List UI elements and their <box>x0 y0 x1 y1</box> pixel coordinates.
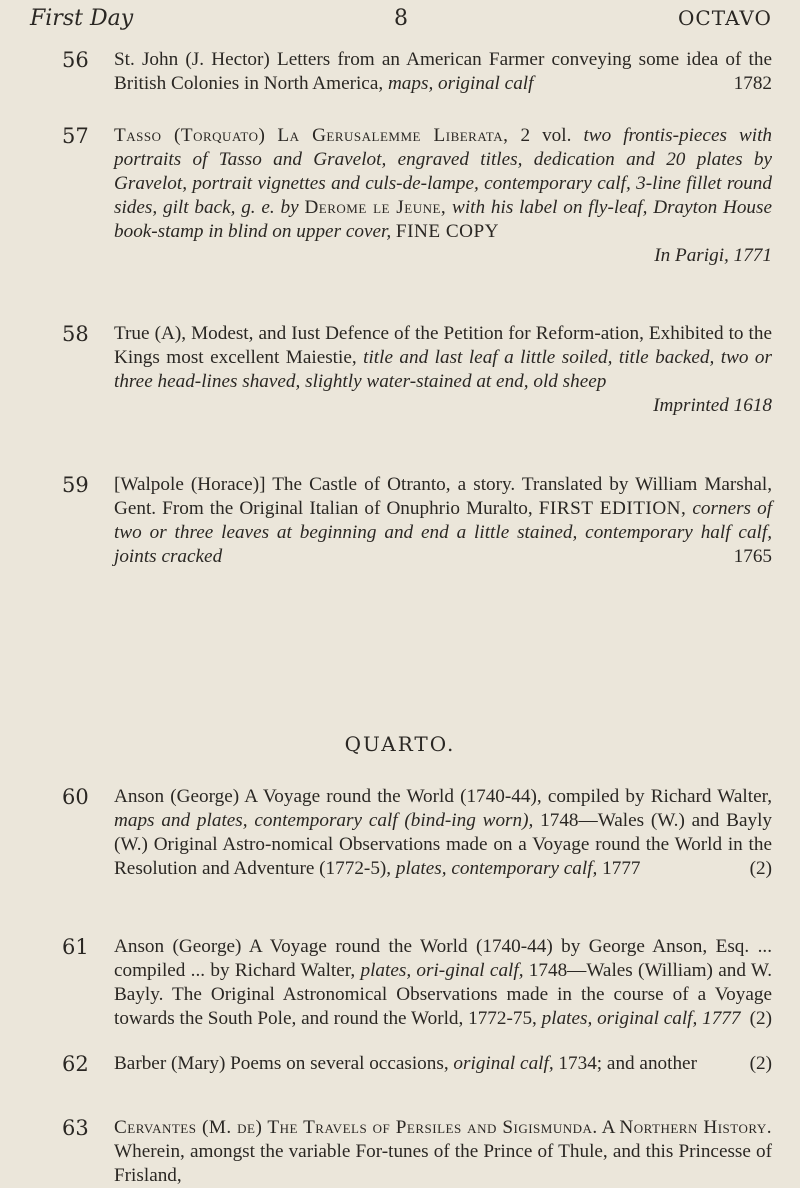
lot-number: 63 <box>62 1116 89 1140</box>
lot-number: 56 <box>62 48 89 72</box>
running-head: First Day <box>30 6 134 31</box>
lot-date: 1777 <box>702 1008 741 1029</box>
lot-description: Cervantes (M. de) The Travels of Persiles and Sigismunda. A Northern History. Wherein, amongst the variable For-tunes of the Prince of Thule, and this Princesse of Frisland, <box>114 1117 772 1186</box>
lot-imprint: In Parigi, 1771 <box>654 245 772 266</box>
lot-description: Anson (George) A Voyage round the World (1740-44), compiled by Richard Walter, maps and plates, contemporary calf (bind-ing worn), 1748—Wales (W.) and Bayly (W.) Original Astro-nomical Observations made on a Voyage round the World in the Resolution and Adventure (1772-5), plates, contemporary calf, 1777 (2) <box>114 786 773 879</box>
page-number: 8 <box>394 6 408 31</box>
lot-date: 1765 <box>733 546 772 567</box>
lot-count: (2) <box>749 858 772 879</box>
lot-description: True (A), Modest, and Iust Defence of the Petition for Reform-ation, Exhibited to the Kings most excellent Maiestie, title and last leaf a little soiled, title backed, two or three head-lines shaved, slightly water-stained at end, old sheep Imprinted 1618 <box>114 323 772 416</box>
lot-description: Tasso (Torquato) La Gerusalemme Liberata, 2 vol. two frontis-pieces with portraits of Tasso and Gravelot, engraved titles, dedication and 20 plates by Gravelot, portrait vignettes and culs-de-lampe, contemporary calf, 3-line fillet round sides, gilt back, g. e. by Derome le Jeune, with his label on fly-leaf, Drayton House book-stamp in blind on upper cover, FINE COPY In Parigi, 1771 <box>114 125 773 266</box>
lot-number: 62 <box>62 1052 89 1076</box>
lot-description: St. John (J. Hector) Letters from an American Farmer conveying some idea of the British Colonies in North America, maps, original calf 1782 <box>114 49 772 94</box>
section-heading: QUARTO. <box>344 732 456 756</box>
lot-count: (2) <box>749 1008 772 1029</box>
lot-number: 60 <box>62 785 89 809</box>
section-title: OCTAVO <box>678 6 772 30</box>
lot-date: 1782 <box>733 73 772 94</box>
lot-description: [Walpole (Horace)] The Castle of Otranto, a story. Translated by William Marshal, Gent. From the Original Italian of Onuphrio Muralto, FIRST EDITION, corners of two or three leaves at beginning and end a little stained, contemporary half calf, joints cracked 1765 <box>114 474 773 567</box>
lot-date: 1777 <box>602 858 641 879</box>
lot-number: 57 <box>62 124 89 148</box>
lot-description: Barber (Mary) Poems on several occasions, original calf, 1734; and another (2) <box>114 1053 772 1074</box>
page-header <box>0 0 800 34</box>
lot-number: 59 <box>62 473 89 497</box>
lot-description: Anson (George) A Voyage round the World (1740-44) by George Anson, Esq. ... compiled ... by Richard Walter, plates, ori-ginal calf, 1748—Wales (William) and W. Bayly. The Original Astronomical Observations made in the course of a Voyage towards the South Pole, and round the World, 1772-75, plates, original calf, 1777 (2) <box>114 936 773 1029</box>
lot-number: 58 <box>62 322 89 346</box>
lot-number: 61 <box>62 935 89 959</box>
lot-count: (2) <box>749 1053 772 1074</box>
lot-imprint: Imprinted 1618 <box>653 395 772 416</box>
